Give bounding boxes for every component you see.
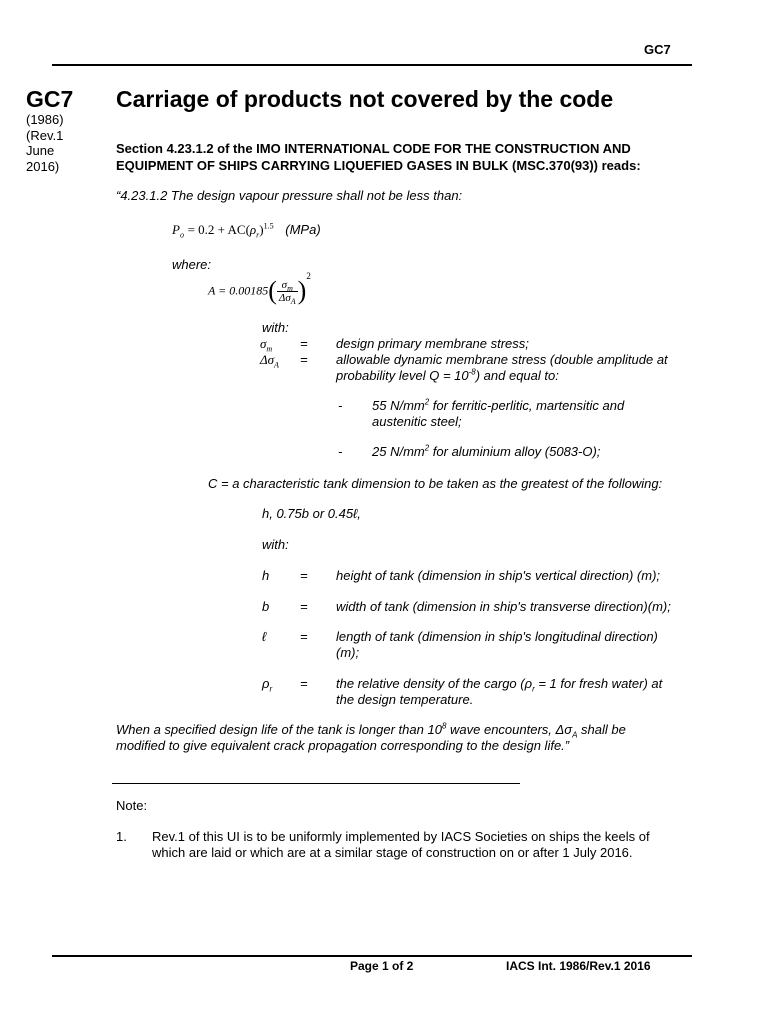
def-rho-symbol: $\rho_r$ [262,676,273,694]
note-item-number: 1. [116,829,127,844]
def-l-symbol: ℓ [262,629,267,644]
header-code: GC7 [644,42,671,57]
sidebar-code: GC7 [26,86,74,112]
def-b-symbol: b [262,599,270,614]
formula2-num-sub: m [287,283,293,293]
page-title: Carriage of products not covered by the code [116,86,614,112]
note-item-line-2: which are laid or which are at a similar stage of construction on or after 1 July 2016. [152,845,633,860]
formula-design-pressure [172,222,321,238]
def-b-text: width of tank (dimension in ship's transverse direction)(m); [336,599,671,614]
where-label: where: [172,257,212,272]
def-h-symbol: h [262,568,270,583]
c-definition: C = a characteristic tank dimension to be taken as the greatest of the following: [208,476,663,491]
def-h-eq: = [300,568,308,583]
bullet-aluminium: 25 $N/mm^2$ for aluminium alloy (5083-O); [372,443,601,459]
quote-opening: “4.23.1.2 The design vapour pressure shall not be less than: [116,188,463,203]
intro-paragraph: Section 4.23.1.2 of the IMO INTERNATIONAL CODE FOR THE CONSTRUCTION AND EQUIPMENT OF SHIPS CARRYING LIQUEFIED GASES IN BULK (MSC.370(93)) reads: [116,141,641,173]
formula2-lhs: A = 0.00185 [208,283,269,298]
formula1-rho: ρ [249,222,257,237]
formula2-exp: 2 [306,271,311,281]
formula1-unit: (MPa) [285,222,321,237]
with-label-2: with: [262,537,289,552]
with-label-1: with: [262,320,289,335]
bullet-dash-2: - [338,444,343,459]
note-heading: Note: [116,798,148,813]
def-delta-sigma-eq: = [300,352,308,367]
def-delta-sigma-text: allowable dynamic membrane stress (double amplitude at [336,352,668,367]
sidebar-rev: (Rev.1 [26,127,64,143]
footer-page-number: Page 1 of 2 [350,959,414,973]
footer-reference: IACS Int. 1986/Rev.1 2016 [506,959,651,973]
def-l-text: length of tank (dimension in ship's longitudinal direction) [336,629,658,644]
formula2-num: σ [281,278,288,291]
sidebar-rev-month: June [26,143,55,158]
bullet-steel-2: austenitic steel; [372,414,462,429]
formula1-lhs: P [172,222,180,237]
sidebar [26,86,106,174]
formula1-rho-sub: r [256,230,260,240]
def-b-eq: = [300,599,308,614]
formula1-lhs-sub: o [179,230,184,240]
c-options: h, 0.75b or 0.45ℓ, [262,506,361,521]
sidebar-rev-year: 2016) [26,158,60,174]
sidebar-year: (1986) [26,112,64,127]
formula1-rhs: = 0.2 + AC( [187,222,250,237]
def-l-eq: = [300,629,308,644]
note-rule [112,783,520,784]
def-rho-text-2: the design temperature. [336,692,474,707]
formula2-fraction [277,279,298,304]
def-sigma-m-eq: = [300,336,308,351]
top-rule [52,64,692,66]
formula2-den: Δσ [278,291,291,304]
closing-line-2: modified to give equivalent crack propagation corresponding to the design life.” [116,738,570,753]
formula1-close: ) [259,222,264,237]
def-l-text-2: (m); [336,645,360,660]
def-h-text: height of tank (dimension in ship's vertical direction) (m); [336,568,661,583]
bullet-steel: 55 $N/mm^2$ for ferritic-perlitic, martensitic and [372,397,625,413]
def-sigma-m-text: design primary membrane stress; [336,336,529,351]
def-delta-sigma-text-2: probability level $Q = 10^{-8}$) and equal to: [336,367,559,383]
formula1-exp: 1.5 [263,221,274,231]
bottom-rule [52,955,692,957]
bullet-dash-1: - [338,398,343,413]
def-sigma-m-symbol: $\sigma_m$ [260,336,273,354]
def-rho-eq: = [300,676,308,691]
def-rho-text: the relative density of the cargo ($\rho_r = 1$ for fresh water) at [336,676,663,694]
def-delta-sigma-symbol: $\Delta\sigma_A$ [260,352,279,370]
formula-a: A = 0.00185( $\frac{\sigma_m}{\Delta\sigma_A}$ )$^2$ [208,271,311,306]
note-item-line-1: Rev.1 of this UI is to be uniformly implemented by IACS Societies on ships the keels of [152,829,650,844]
formula2-den-sub: A [290,296,296,306]
closing-line-1: When a specified design life of the tank is longer than $10^8$ wave encounters, $\Delta\sigma_A$ shall be [116,721,626,740]
